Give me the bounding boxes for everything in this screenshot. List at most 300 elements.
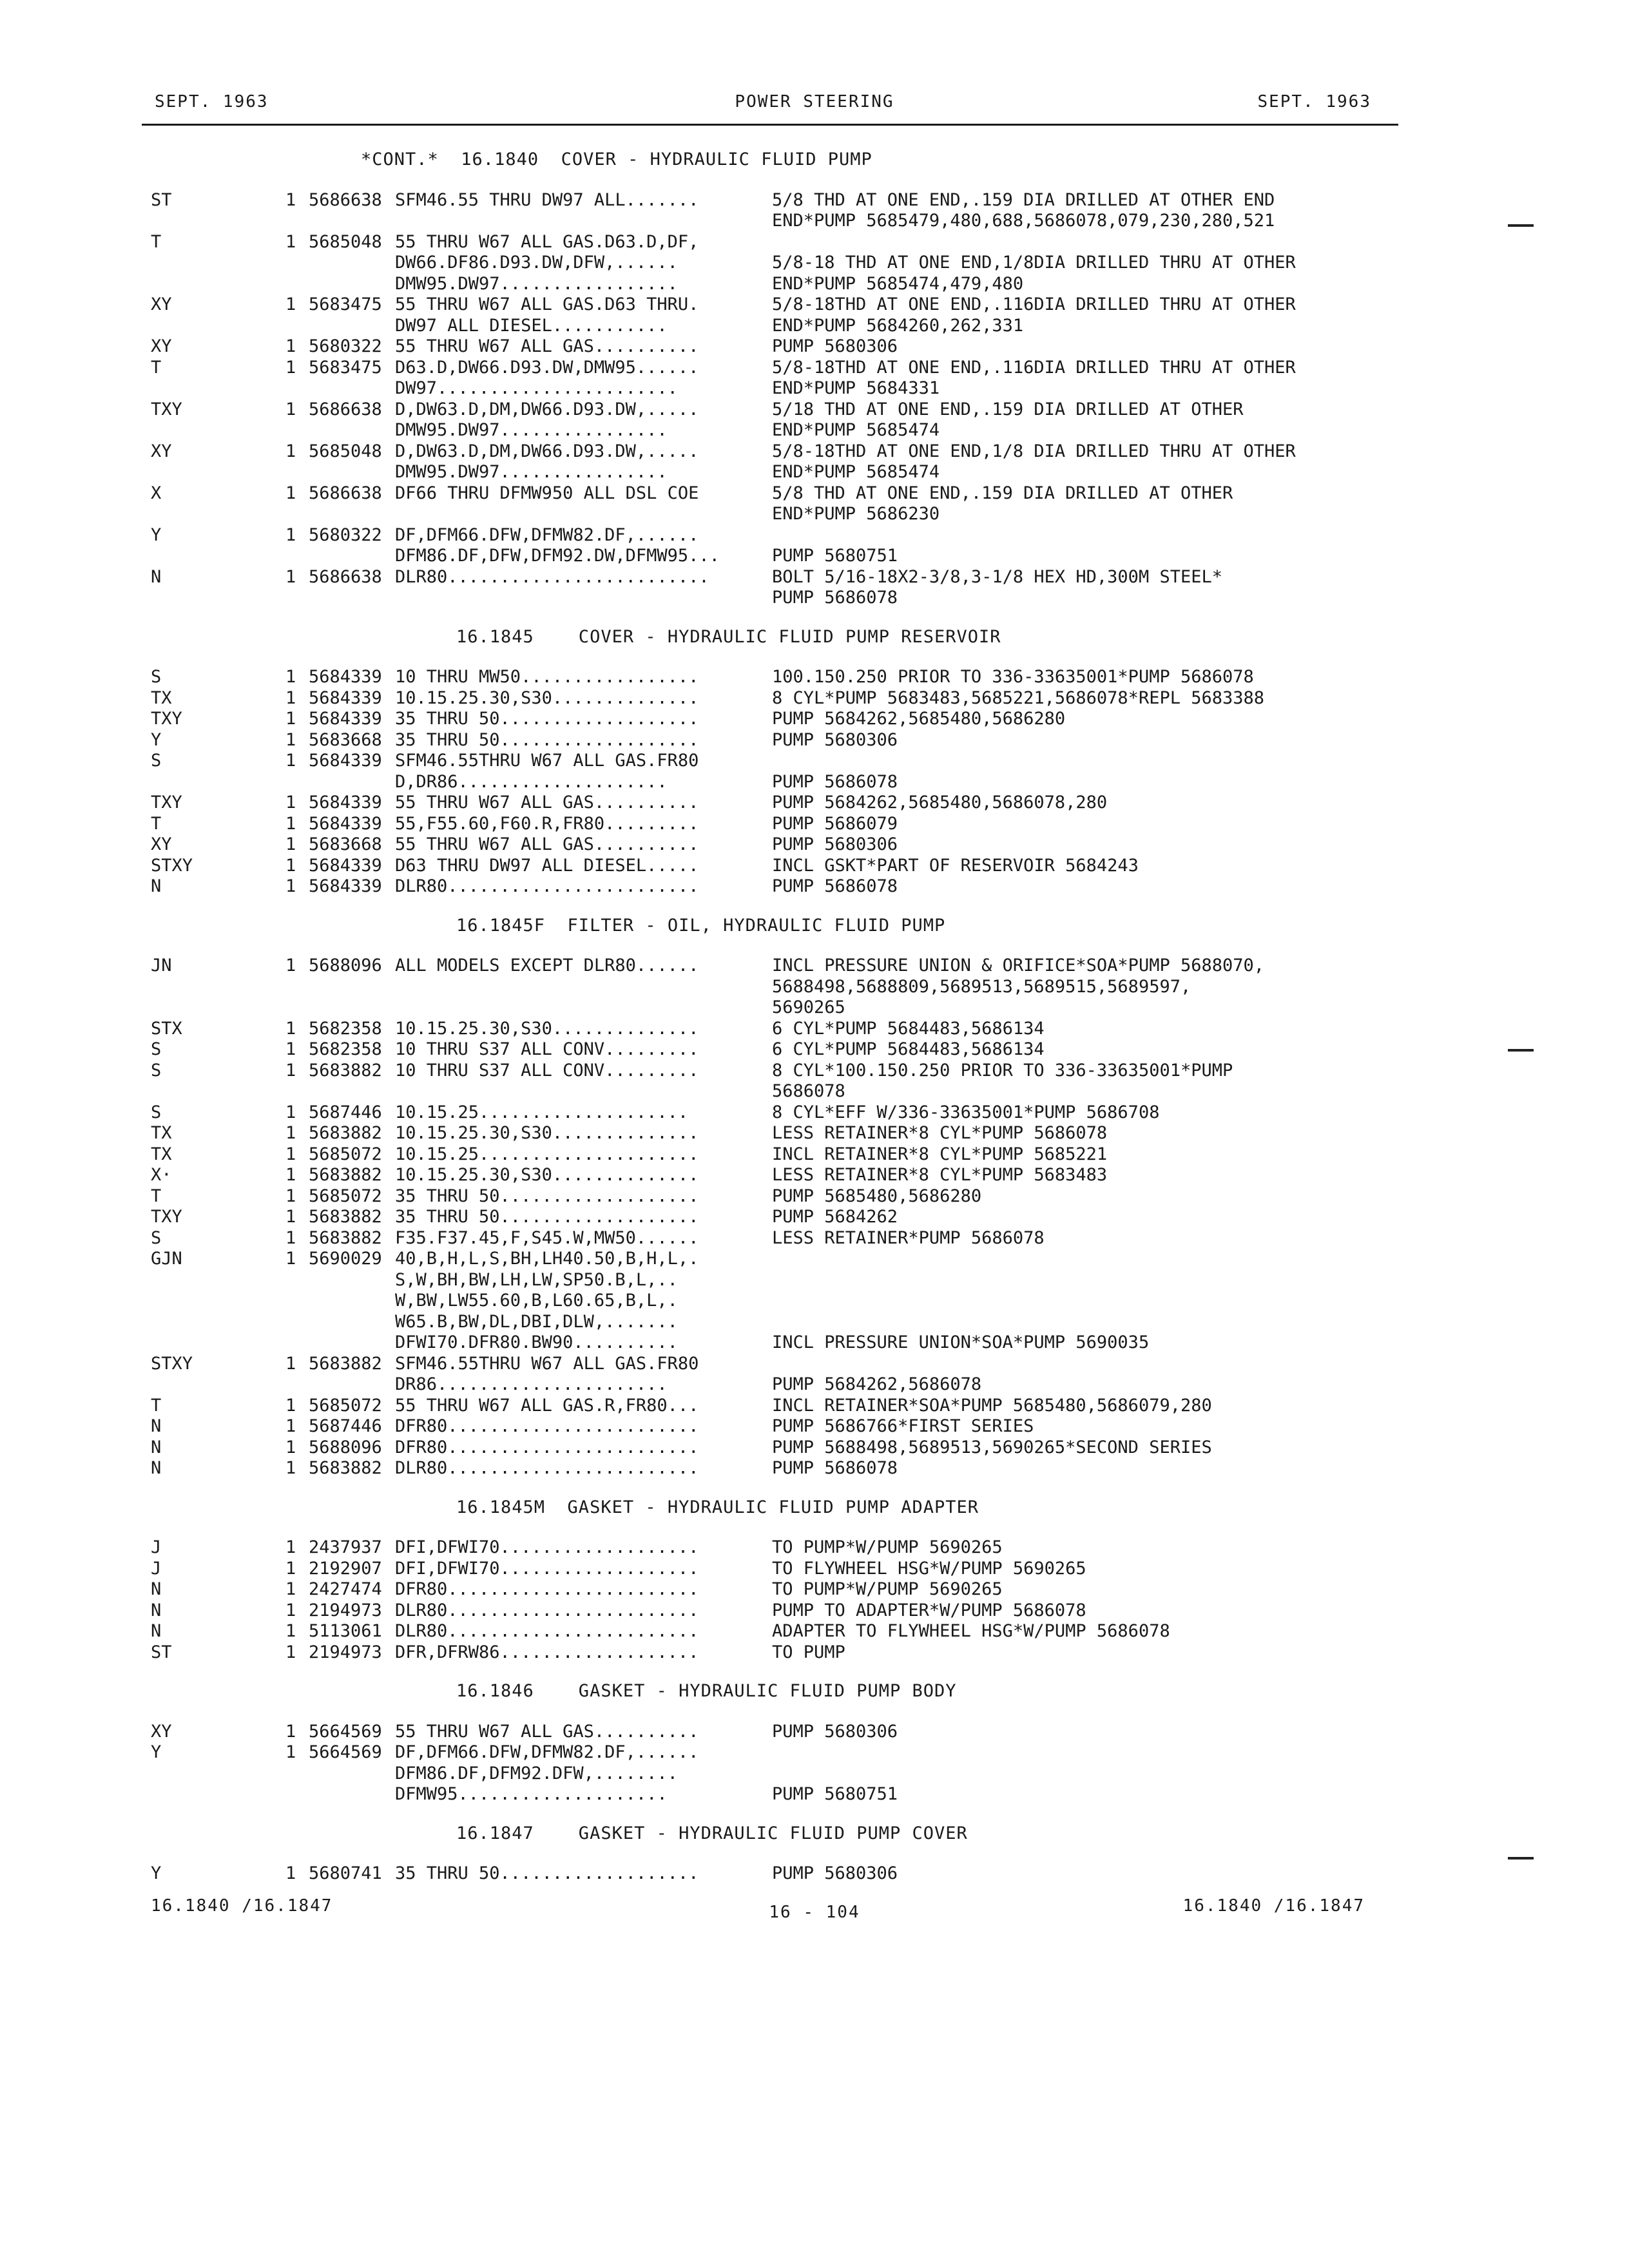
part-number: 5683882	[309, 1458, 382, 1478]
part-description	[772, 1396, 1212, 1417]
part-description	[772, 294, 1296, 336]
part-entry	[0, 793, 1629, 814]
part-description	[772, 856, 1139, 877]
model-line: DLR80........................	[395, 876, 699, 896]
quantity: 1	[285, 1721, 296, 1742]
part-description	[772, 1437, 1212, 1459]
part-entry	[0, 1437, 1629, 1459]
part-number: 5685072	[309, 1186, 382, 1206]
part-description	[772, 441, 1296, 483]
model-line: DFM86.DF,DFM92.DFW,........	[395, 1763, 678, 1783]
model-list	[395, 956, 762, 977]
description-line: PUMP 5680306	[772, 729, 898, 750]
description-line: TO PUMP*W/PUMP 5690265	[772, 1579, 1003, 1599]
quantity: 1	[285, 956, 296, 975]
section-title: 16.1845M GASKET - HYDRAULIC FLUID PUMP ADAPTER	[456, 1497, 979, 1517]
model-code: XY	[151, 441, 172, 461]
part-number: 5690029	[309, 1249, 382, 1269]
description-line: INCL PRESSURE UNION*SOA*PUMP 5690035	[772, 1332, 1150, 1352]
model-line: DW97.......................	[395, 378, 678, 398]
part-number: 5682358	[309, 1039, 382, 1059]
description-line: INCL RETAINER*8 CYL*PUMP 5685221	[772, 1144, 1108, 1164]
part-number: 5683475	[309, 357, 382, 378]
header-title: POWER STEERING	[735, 92, 894, 111]
model-list	[395, 1186, 762, 1207]
part-description	[772, 751, 898, 793]
part-entry	[0, 399, 1629, 441]
part-number: 5683882	[309, 1123, 382, 1143]
model-line: DFMW95....................	[395, 1784, 668, 1804]
model-code: S	[151, 667, 162, 687]
part-number: 5680741	[309, 1863, 382, 1883]
model-code: S	[151, 1039, 162, 1059]
model-line: 10.15.25.30,S30..............	[395, 1018, 699, 1039]
model-list	[395, 730, 762, 751]
model-list	[395, 441, 762, 483]
description-line	[772, 525, 898, 546]
part-number: 5685072	[309, 1395, 382, 1416]
description-line: PUMP 5684262,5685480,5686078,280	[772, 793, 1108, 812]
model-code: XY	[151, 336, 172, 356]
quantity: 1	[285, 1165, 296, 1185]
model-line: 10.15.25.30,S30..............	[395, 1165, 699, 1185]
model-code: S	[151, 1102, 162, 1122]
quantity: 1	[285, 566, 296, 587]
part-description	[772, 1722, 898, 1743]
description-line: 6 CYL*PUMP 5684483,5686134	[772, 1039, 1045, 1059]
part-description	[772, 1102, 1159, 1124]
model-code: N	[151, 1416, 162, 1436]
part-description	[772, 1863, 898, 1885]
model-list	[395, 1621, 762, 1642]
model-line: 55 THRU W67 ALL GAS..........	[395, 336, 699, 356]
quantity: 1	[285, 1060, 296, 1081]
model-line: D,DR86....................	[395, 771, 668, 792]
part-description	[772, 1207, 898, 1228]
model-list	[395, 567, 762, 588]
part-number: 5683882	[309, 1353, 382, 1374]
model-list	[395, 1742, 762, 1805]
model-list	[395, 876, 762, 898]
footer-range-right: 16.1840 /16.1847	[1182, 1896, 1365, 1916]
model-list	[395, 1416, 762, 1437]
model-list	[395, 1102, 762, 1124]
part-entry	[0, 834, 1629, 856]
description-line: LESS RETAINER*8 CYL*PUMP 5686078	[772, 1123, 1108, 1143]
page-number: 16 - 104	[769, 1903, 860, 1922]
part-number: 2194973	[309, 1600, 382, 1620]
description-line: PUMP 5686079	[772, 813, 898, 834]
model-line: DMW95.DW97.................	[395, 273, 678, 294]
model-line: 35 THRU 50...................	[395, 1863, 699, 1883]
description-line: PUMP 5686766*FIRST SERIES	[772, 1416, 1034, 1436]
part-number: 5684339	[309, 667, 382, 687]
description-line	[772, 1270, 1149, 1291]
catalog-section	[0, 627, 1629, 898]
model-line: DF66 THRU DFMW950 ALL DSL COE	[395, 483, 699, 503]
model-line: DFR80........................	[395, 1416, 699, 1436]
model-line: ALL MODELS EXCEPT DLR80......	[395, 956, 699, 975]
scan-mark	[1508, 1857, 1534, 1860]
section-title: 16.1845F FILTER - OIL, HYDRAULIC FLUID PUMP	[456, 915, 946, 936]
model-line: DLR80.........................	[395, 566, 709, 587]
quantity: 1	[285, 1395, 296, 1416]
model-code: STXY	[151, 1353, 193, 1374]
description-line: PUMP 5684262	[772, 1207, 898, 1227]
section-title: *CONT.* 16.1840 COVER - HYDRAULIC FLUID PUMP	[361, 149, 872, 169]
model-list	[395, 1228, 762, 1249]
part-entry	[0, 1458, 1629, 1479]
part-description	[772, 567, 1222, 609]
model-list	[395, 1396, 762, 1417]
model-line: DFWI70.DFR80.BW90..........	[395, 1332, 678, 1352]
part-description	[772, 190, 1275, 232]
model-line: DFR,DFRW86...................	[395, 1642, 699, 1662]
part-description	[772, 1354, 981, 1396]
quantity: 1	[285, 1144, 296, 1164]
part-description	[772, 1458, 898, 1479]
description-line: 8 CYL*EFF W/336-33635001*PUMP 5686708	[772, 1102, 1160, 1122]
catalog-section	[0, 1681, 1629, 1805]
description-line: PUMP 5684262,5685480,5686280	[772, 709, 1066, 729]
model-code: TX	[151, 1144, 172, 1164]
catalog-section	[0, 916, 1629, 1479]
part-number: 2427474	[309, 1579, 382, 1599]
part-entry	[0, 1742, 1629, 1805]
part-number: 5686638	[309, 483, 382, 503]
model-code: GJN	[151, 1249, 182, 1269]
catalog-section	[0, 1823, 1629, 1885]
part-entry	[0, 1354, 1629, 1396]
model-line: DF,DFM66.DFW,DFMW82.DF,......	[395, 1742, 699, 1762]
model-code: XY	[151, 834, 172, 854]
model-list	[395, 483, 762, 505]
model-list	[395, 1642, 762, 1664]
description-line: END*PUMP 5684260,262,331	[772, 315, 1024, 336]
description-line	[772, 751, 898, 772]
part-description	[772, 1579, 1003, 1600]
part-entry	[0, 1396, 1629, 1417]
model-line: 35 THRU 50...................	[395, 729, 699, 750]
model-list	[395, 190, 762, 211]
part-entry	[0, 1863, 1629, 1885]
part-entry	[0, 441, 1629, 483]
description-line: BOLT 5/16-18X2-3/8,3-1/8 HEX HD,300M STEEL*	[772, 566, 1222, 587]
part-entry	[0, 667, 1629, 688]
part-number: 5113061	[309, 1621, 382, 1641]
model-list	[395, 1019, 762, 1040]
quantity: 1	[285, 1416, 296, 1436]
model-code: TXY	[151, 399, 182, 419]
model-line: W65.B,BW,DL,DBI,DLW,.......	[395, 1311, 678, 1332]
model-line: D,DW63.D,DM,DW66.D93.DW,.....	[395, 399, 699, 419]
model-line: DFI,DFWI70...................	[395, 1558, 699, 1579]
model-line: 55 THRU W67 ALL GAS..........	[395, 1721, 699, 1742]
part-description	[772, 814, 898, 835]
part-description	[772, 709, 1065, 730]
part-description	[772, 1537, 1003, 1559]
model-list	[395, 709, 762, 730]
part-entry	[0, 232, 1629, 295]
quantity: 1	[285, 813, 296, 834]
model-list	[395, 294, 762, 336]
model-code: S	[151, 1060, 162, 1081]
model-line: D63.D,DW66.D93.DW,DMW95......	[395, 357, 699, 378]
part-description	[772, 1249, 1149, 1354]
part-description	[772, 1061, 1233, 1102]
description-line: TO FLYWHEEL HSG*W/PUMP 5690265	[772, 1558, 1086, 1579]
description-line: END*PUMP 5685479,480,688,5686078,079,230,280,521	[772, 211, 1275, 231]
model-code: TXY	[151, 793, 182, 812]
part-entry	[0, 1102, 1629, 1124]
part-entry	[0, 1621, 1629, 1642]
model-line: 55 THRU W67 ALL GAS..........	[395, 834, 699, 854]
section-title: 16.1845 COVER - HYDRAULIC FLUID PUMP RESERVOIR	[456, 626, 1001, 647]
part-number: 5683668	[309, 834, 382, 854]
description-line: 100.150.250 PRIOR TO 336-33635001*PUMP 5686078	[772, 667, 1254, 687]
description-line: PUMP 5686078	[772, 1458, 898, 1478]
part-description	[772, 1144, 1107, 1166]
model-line: F35.F37.45,F,S45.W,MW50......	[395, 1227, 699, 1248]
part-entry	[0, 294, 1629, 336]
model-code: Y	[151, 524, 162, 545]
part-number: 5688096	[309, 956, 382, 975]
quantity: 1	[285, 1579, 296, 1599]
part-entry	[0, 1165, 1629, 1186]
description-line: LESS RETAINER*8 CYL*PUMP 5683483	[772, 1165, 1108, 1185]
model-line: 35 THRU 50...................	[395, 1186, 699, 1206]
part-description	[772, 483, 1233, 525]
section-title: 16.1847 GASKET - HYDRAULIC FLUID PUMP COVER	[456, 1823, 968, 1843]
part-number: 5686638	[309, 566, 382, 587]
model-code: JN	[151, 956, 172, 975]
part-entry	[0, 1600, 1629, 1622]
part-description	[772, 1742, 898, 1805]
part-entry	[0, 1061, 1629, 1102]
model-list	[395, 1123, 762, 1144]
model-list	[395, 1039, 762, 1061]
model-code: XY	[151, 1721, 172, 1742]
part-entry	[0, 856, 1629, 877]
part-entry	[0, 1559, 1629, 1580]
description-line: PUMP 5680751	[772, 1784, 898, 1804]
description-line: 5/8 THD AT ONE END,.159 DIA DRILLED AT OTHER END	[772, 189, 1275, 210]
description-line	[772, 1249, 1149, 1270]
part-number: 2437937	[309, 1537, 382, 1557]
model-line: 10.15.25.30,S30..............	[395, 687, 699, 708]
model-list	[395, 358, 762, 399]
quantity: 1	[285, 1537, 296, 1557]
description-line: 5/8 THD AT ONE END,.159 DIA DRILLED AT OTHER	[772, 483, 1233, 503]
model-list	[395, 1600, 762, 1622]
description-line: TO PUMP*W/PUMP 5690265	[772, 1537, 1003, 1557]
description-line: PUMP 5680751	[772, 546, 898, 566]
model-code: TXY	[151, 709, 182, 729]
description-line: 8 CYL*PUMP 5683483,5685221,5686078*REPL 5683388	[772, 687, 1265, 708]
quantity: 1	[285, 1123, 296, 1143]
model-line: DLR80........................	[395, 1458, 699, 1478]
model-code: Y	[151, 1742, 162, 1762]
model-list	[395, 1722, 762, 1743]
model-line: DFM86.DF,DFW,DFM92.DW,DFMW95...	[395, 546, 720, 566]
description-line	[772, 232, 1296, 253]
model-list	[395, 688, 762, 709]
quantity: 1	[285, 876, 296, 896]
part-description	[772, 1642, 845, 1664]
model-list	[395, 1165, 762, 1186]
part-entry	[0, 1537, 1629, 1559]
model-code: T	[151, 357, 162, 378]
quantity: 1	[285, 1249, 296, 1269]
part-description	[772, 667, 1254, 688]
description-line	[772, 1354, 981, 1375]
model-line: 10.15.25.30,S30..............	[395, 1123, 699, 1143]
quantity: 1	[285, 189, 296, 210]
model-code: N	[151, 1579, 162, 1599]
model-line: 35 THRU 50...................	[395, 1207, 699, 1227]
model-line: 40,B,H,L,S,BH,LH40.50,B,H,L,.	[395, 1249, 699, 1269]
quantity: 1	[285, 855, 296, 876]
part-number: 5680322	[309, 524, 382, 545]
part-entry	[0, 814, 1629, 835]
model-line: SFM46.55 THRU DW97 ALL.......	[395, 189, 699, 210]
model-code: X	[151, 483, 162, 503]
model-list	[395, 856, 762, 877]
part-number: 5684339	[309, 709, 382, 729]
model-list	[395, 751, 762, 793]
part-description	[772, 336, 898, 358]
part-number: 2192907	[309, 1558, 382, 1579]
part-entry	[0, 1123, 1629, 1144]
part-description	[772, 358, 1296, 399]
part-description	[772, 1416, 1034, 1437]
part-description	[772, 1165, 1107, 1186]
model-list	[395, 667, 762, 688]
model-line: 55,F55.60,F60.R,FR80.........	[395, 813, 699, 834]
part-entry	[0, 567, 1629, 609]
quantity: 1	[285, 729, 296, 750]
part-description	[772, 730, 898, 751]
model-list	[395, 834, 762, 856]
model-line: W,BW,LW55.60,B,L60.65,B,L,.	[395, 1291, 678, 1311]
description-line	[772, 1312, 1149, 1333]
model-code: N	[151, 1437, 162, 1457]
description-line: INCL GSKT*PART OF RESERVOIR 5684243	[772, 855, 1139, 876]
description-line: PUMP 5686078	[772, 771, 898, 792]
part-number: 5683475	[309, 294, 382, 314]
part-entry	[0, 1207, 1629, 1228]
quantity: 1	[285, 687, 296, 708]
catalog-section	[0, 1497, 1629, 1664]
description-line: END*PUMP 5685474	[772, 420, 940, 440]
model-line: DFR80........................	[395, 1437, 699, 1457]
part-description	[772, 688, 1264, 709]
quantity: 1	[285, 667, 296, 687]
part-description	[772, 1019, 1045, 1040]
description-line	[772, 1742, 898, 1763]
model-code: N	[151, 566, 162, 587]
description-line: PUMP TO ADAPTER*W/PUMP 5686078	[772, 1600, 1086, 1620]
part-number: 5684339	[309, 876, 382, 896]
part-entry	[0, 1144, 1629, 1166]
part-entry	[0, 730, 1629, 751]
part-description	[772, 525, 898, 567]
part-entry	[0, 1579, 1629, 1600]
description-line: INCL RETAINER*SOA*PUMP 5685480,5686079,280	[772, 1395, 1212, 1416]
part-entry	[0, 358, 1629, 399]
part-number: 5683882	[309, 1165, 382, 1185]
part-description	[772, 834, 898, 856]
model-code: J	[151, 1537, 162, 1557]
description-line: END*PUMP 5685474,479,480	[772, 273, 1024, 294]
model-code: XY	[151, 294, 172, 314]
model-line: 10.15.25.....................	[395, 1144, 699, 1164]
part-entry	[0, 1019, 1629, 1040]
part-entry	[0, 688, 1629, 709]
model-line: DR86......................	[395, 1374, 668, 1394]
model-code: S	[151, 751, 162, 771]
part-number: 5687446	[309, 1102, 382, 1122]
quantity: 1	[285, 1458, 296, 1478]
model-code: X·	[151, 1165, 172, 1185]
part-description	[772, 1600, 1086, 1622]
model-code: T	[151, 813, 162, 834]
description-line: 5686078	[772, 1081, 845, 1101]
part-entry	[0, 956, 1629, 1019]
quantity: 1	[285, 751, 296, 771]
quantity: 1	[285, 1227, 296, 1248]
description-line: PUMP 5686078	[772, 588, 898, 608]
part-description	[772, 1039, 1045, 1061]
quantity: 1	[285, 231, 296, 252]
model-line: DFR80........................	[395, 1579, 699, 1599]
part-entry	[0, 709, 1629, 730]
model-code: T	[151, 1186, 162, 1206]
quantity: 1	[285, 1353, 296, 1374]
part-number: 5680322	[309, 336, 382, 356]
quantity: 1	[285, 1621, 296, 1641]
model-list	[395, 1458, 762, 1479]
model-list	[395, 232, 762, 295]
description-line: TO PUMP	[772, 1642, 845, 1662]
description-line: PUMP 5680306	[772, 1721, 898, 1742]
model-list	[395, 1579, 762, 1600]
part-description	[772, 232, 1296, 295]
part-entry	[0, 1416, 1629, 1437]
part-number: 5686638	[309, 189, 382, 210]
description-line: 6 CYL*PUMP 5684483,5686134	[772, 1018, 1045, 1039]
model-list	[395, 1249, 762, 1354]
part-description	[772, 876, 898, 898]
model-list	[395, 793, 762, 814]
part-number: 2194973	[309, 1642, 382, 1662]
description-line: ADAPTER TO FLYWHEEL HSG*W/PUMP 5686078	[772, 1621, 1170, 1641]
description-line: END*PUMP 5686230	[772, 504, 940, 524]
model-list	[395, 1207, 762, 1228]
part-number: 5684339	[309, 687, 382, 708]
scan-mark	[1508, 224, 1534, 227]
part-entry	[0, 1722, 1629, 1743]
model-code: T	[151, 231, 162, 252]
description-line: PUMP 5680306	[772, 336, 898, 356]
part-entry	[0, 483, 1629, 525]
model-line: DFI,DFWI70...................	[395, 1537, 699, 1557]
model-list	[395, 336, 762, 358]
model-code: TX	[151, 687, 172, 708]
quantity: 1	[285, 1102, 296, 1122]
model-code: N	[151, 1458, 162, 1478]
model-list	[395, 1144, 762, 1166]
